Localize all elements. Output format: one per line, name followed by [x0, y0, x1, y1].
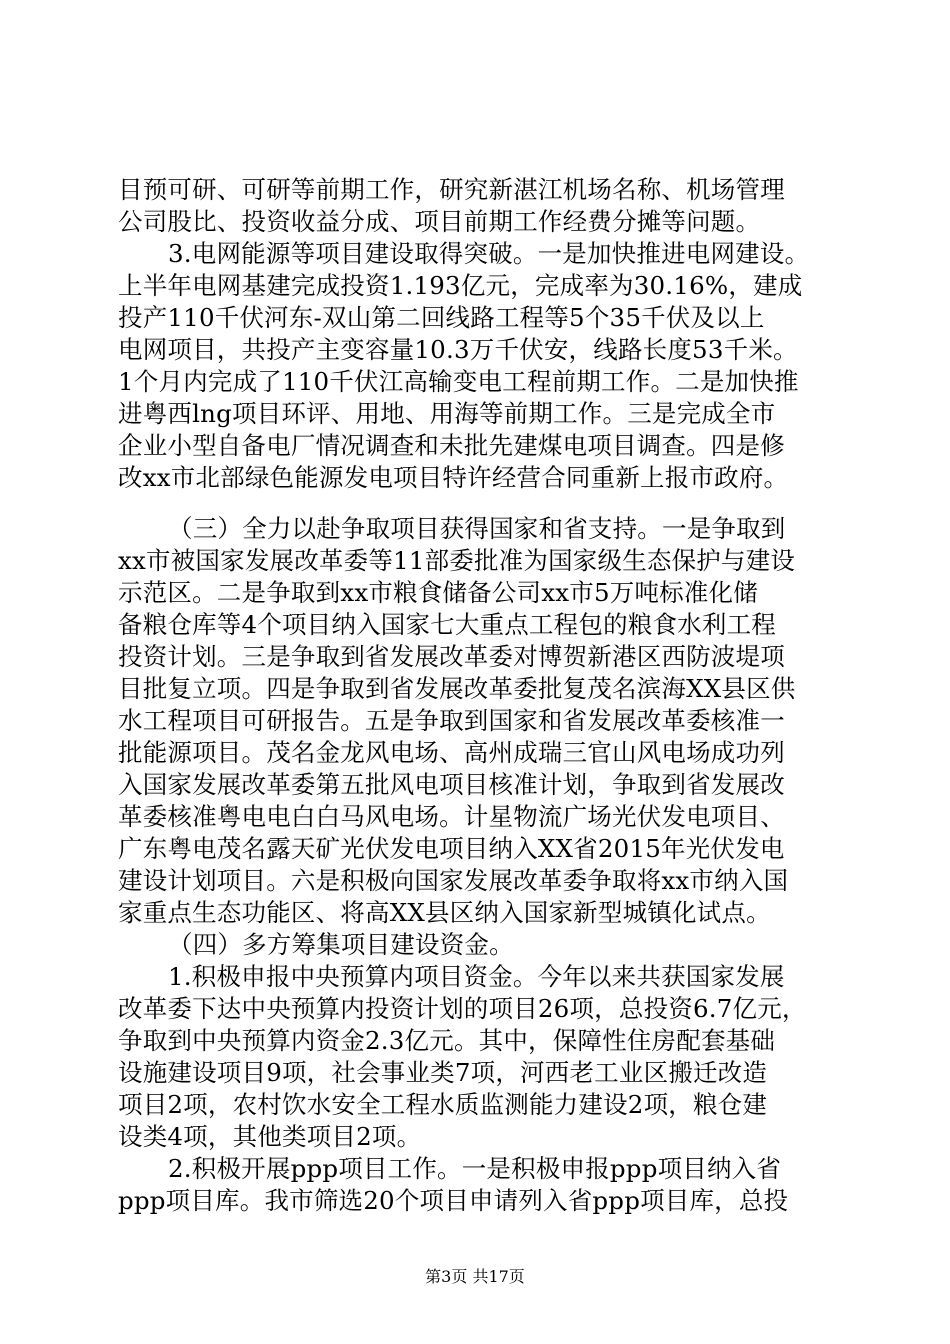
- text-line: 改xx市北部绿色能源发电项目特许经营合同重新上报市政府。: [118, 463, 789, 492]
- text-line: 目批复立项。四是争取到省发展改革委批复茂名滨海XX县区供: [118, 674, 796, 703]
- page-number-footer: 第3页 共17页: [425, 1267, 525, 1286]
- text-line: 备粮仓库等4个项目纳入国家七大重点工程包的粮食水利工程: [118, 610, 776, 639]
- text-line: 项目2项，农村饮水安全工程水质监测能力建设2项，粮仓建: [118, 1090, 768, 1119]
- text-line: 1.积极申报中央预算内项目资金。今年以来共获国家发展: [168, 962, 785, 991]
- text-line: 广东粤电茂名露天矿光伏发电项目纳入XX省2015年光伏发电: [118, 834, 785, 863]
- text-line: 水工程项目可研报告。五是争取到国家和省发展改革委核准一: [118, 706, 785, 735]
- text-line: 投资计划。三是争取到省发展改革委对博贺新港区西防波堤项: [118, 642, 785, 671]
- text-line: 改革委下达中央预算内投资计划的项目26项，总投资6.7亿元，: [118, 994, 807, 1023]
- text-line: 目预可研、可研等前期工作，研究新湛江机场名称、机场管理: [118, 175, 785, 204]
- section-heading: （四）多方筹集项目建设资金。: [168, 930, 514, 959]
- text-line: 设施建设项目9项，社会事业类7项，河西老工业区搬迁改造: [118, 1058, 768, 1087]
- section-heading: （三）全力以赴争取项目获得国家和省支持。一是争取到: [168, 514, 786, 543]
- text-line: 示范区。二是争取到xx市粮食储备公司xx市5万吨标准化储: [118, 578, 758, 607]
- text-line: ppp项目库。我市筛选20个项目申请列入省ppp项目库，总投: [118, 1186, 789, 1215]
- text-line: 1个月内完成了110千伏江高输变电工程前期工作。二是加快推: [118, 367, 799, 396]
- text-line: 入国家发展改革委第五批风电项目核准计划，争取到省发展改: [118, 770, 785, 799]
- text-line: 上半年电网基建完成投资1.193亿元，完成率为30.16%，建成: [118, 271, 803, 300]
- text-line: 投产110千伏河东-双山第二回线路工程等5个35千伏及以上: [118, 303, 765, 332]
- text-line: 革委核准粤电电白白马风电场。计星物流广场光伏发电项目、: [118, 802, 785, 831]
- text-line: 进粤西lng项目环评、用地、用海等前期工作。三是完成全市: [118, 399, 776, 428]
- text-line: 争取到中央预算内资金2.3亿元。其中，保障性住房配套基础: [118, 1026, 776, 1055]
- text-line: xx市被国家发展改革委等11部委批准为国家级生态保护与建设: [118, 546, 796, 575]
- text-line: 家重点生态功能区、将高XX县区纳入国家新型城镇化试点。: [118, 898, 771, 927]
- text-line: 2.积极开展ppp项目工作。一是积极申报ppp项目纳入省: [168, 1154, 782, 1183]
- text-line: 建设计划项目。六是积极向国家发展改革委争取将xx市纳入国: [118, 866, 789, 895]
- text-line: 3.电网能源等项目建设取得突破。一是加快推进电网建设。: [168, 239, 810, 268]
- text-line: 电网项目，共投产主变容量10.3万千伏安，线路长度53千米。: [118, 335, 798, 364]
- text-line: 设类4项，其他类项目2项。: [118, 1122, 422, 1151]
- text-line: 批能源项目。茂名金龙风电场、高州成瑞三官山风电场成功列: [118, 738, 785, 767]
- text-line: 公司股比、投资收益分成、项目前期工作经费分摊等问题。: [118, 207, 761, 236]
- text-line: 企业小型自备电厂情况调查和未批先建煤电项目调查。四是修: [118, 431, 785, 460]
